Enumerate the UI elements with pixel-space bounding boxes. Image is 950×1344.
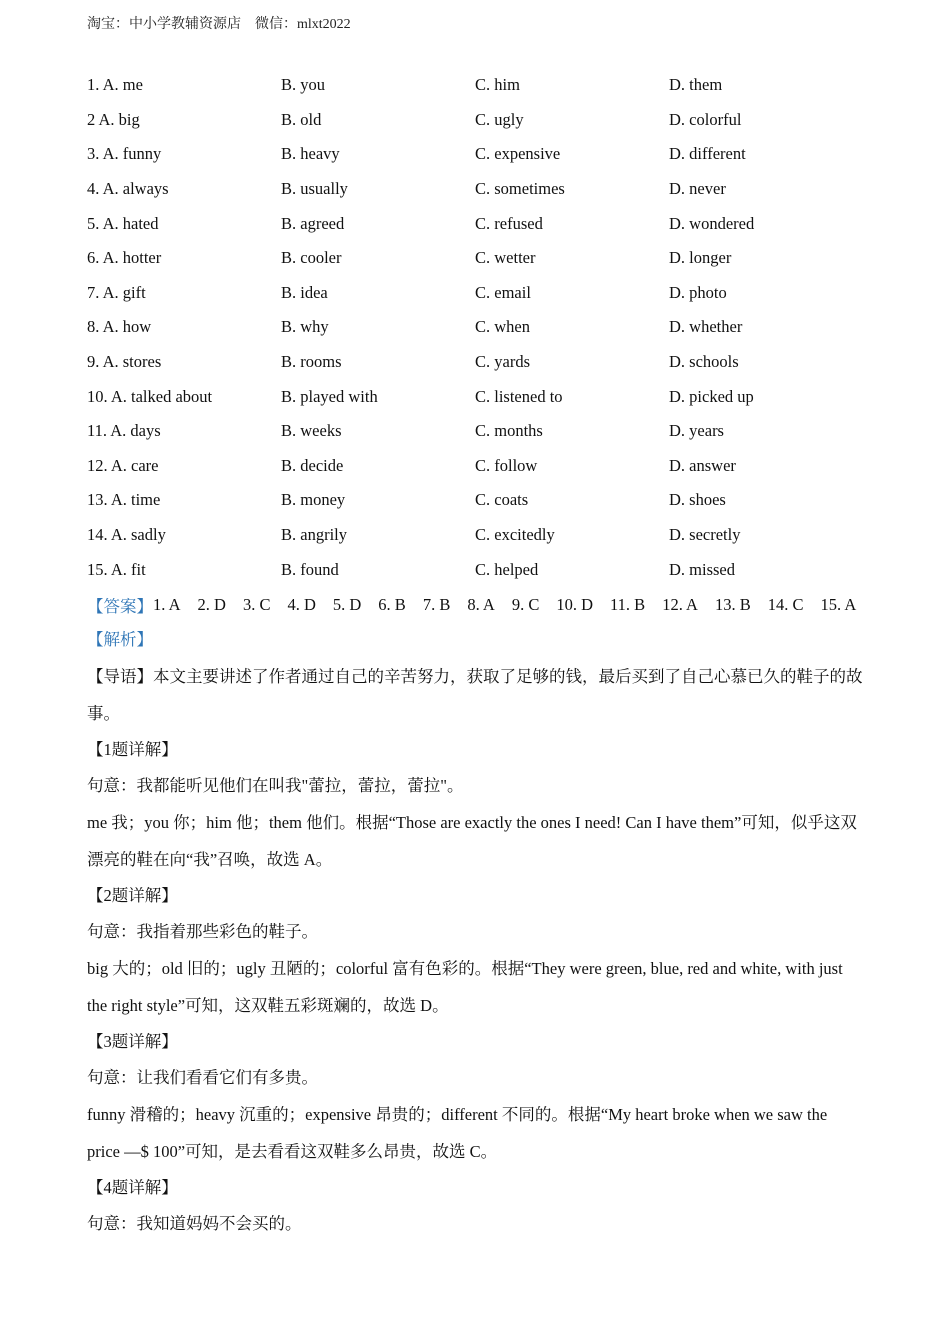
option-cell: C. follow bbox=[475, 455, 538, 475]
option-row bbox=[87, 68, 887, 103]
answer-tag: 【答案】 bbox=[87, 597, 153, 616]
option-cell: D. different bbox=[669, 144, 746, 164]
answer-item: 7. B bbox=[422, 595, 451, 614]
option-cell: C. email bbox=[475, 282, 531, 302]
option-cell: D. missed bbox=[669, 559, 735, 579]
q4-title: 【4题详解】 bbox=[87, 1178, 178, 1197]
answer-item: 10. D bbox=[556, 595, 594, 614]
option-cell: C. coats bbox=[475, 490, 529, 510]
option-cell: 4. A. always bbox=[87, 179, 169, 199]
analysis-tag: 【解析】 bbox=[87, 630, 153, 649]
option-cell: B. weeks bbox=[281, 421, 342, 441]
option-row bbox=[87, 103, 887, 138]
answer-item: 6. B bbox=[378, 595, 406, 614]
option-cell: B. heavy bbox=[281, 144, 340, 164]
option-cell: 10. A. talked about bbox=[87, 386, 213, 406]
option-cell: B. old bbox=[281, 109, 322, 129]
option-cell: B. why bbox=[281, 317, 329, 337]
answer-item: 15. A bbox=[820, 595, 857, 614]
option-row bbox=[87, 310, 887, 345]
page-header: 淘宝：中小学教辅资源店 微信：mlxt2022 bbox=[87, 17, 351, 32]
option-cell: D. secretly bbox=[669, 525, 741, 545]
option-cell: 7. A. gift bbox=[87, 282, 146, 302]
option-cell: 13. A. time bbox=[87, 490, 161, 510]
answer-item: 12. A bbox=[662, 595, 698, 614]
q3-explain: funny 滑稽的；heavy 沉重的；expensive 昂贵的；different 不同的。根据“My heart broke when we saw the price —$ 100”可知，是去看看这双鞋多么昂贵，故选 C。 bbox=[87, 1105, 828, 1161]
q1-meaning: 句意：我都能听见他们在叫我"蕾拉，蕾拉，蕾拉"。 bbox=[87, 776, 464, 795]
option-cell: 2 A. big bbox=[87, 109, 140, 129]
option-cell: B. usually bbox=[281, 179, 348, 199]
option-cell: 11. A. days bbox=[87, 421, 161, 441]
option-row bbox=[87, 379, 887, 414]
option-cell: C. him bbox=[475, 75, 520, 95]
option-cell: D. shoes bbox=[669, 490, 726, 510]
option-cell: C. sometimes bbox=[475, 179, 565, 199]
option-row bbox=[87, 552, 887, 587]
option-cell: B. you bbox=[281, 75, 326, 95]
q1-title: 【1题详解】 bbox=[87, 740, 178, 759]
q3-title: 【3题详解】 bbox=[87, 1032, 178, 1051]
option-cell: C. when bbox=[475, 317, 530, 337]
option-cell: D. schools bbox=[669, 352, 739, 372]
option-cell: 1. A. me bbox=[87, 75, 143, 95]
option-row bbox=[87, 449, 887, 484]
option-cell: B. money bbox=[281, 490, 346, 510]
option-cell: 3. A. funny bbox=[87, 144, 162, 164]
option-cell: D. colorful bbox=[669, 109, 742, 129]
option-cell: D. never bbox=[669, 179, 726, 199]
q3-meaning: 句意：让我们看看它们有多贵。 bbox=[87, 1068, 318, 1087]
option-row bbox=[87, 137, 887, 172]
option-cell: C. refused bbox=[475, 213, 543, 233]
option-cell: C. helped bbox=[475, 559, 539, 579]
option-row bbox=[87, 206, 887, 241]
answer-item: 5. D bbox=[332, 595, 362, 614]
option-cell: D. them bbox=[669, 75, 723, 95]
q2-title: 【2题详解】 bbox=[87, 886, 178, 905]
option-cell: 14. A. sadly bbox=[87, 525, 166, 545]
option-cell: 9. A. stores bbox=[87, 352, 162, 372]
solution-section bbox=[87, 588, 863, 1242]
option-cell: C. yards bbox=[475, 352, 530, 372]
option-cell: D. whether bbox=[669, 317, 743, 337]
option-row bbox=[87, 345, 887, 380]
option-cell: B. idea bbox=[281, 282, 328, 302]
answer-list bbox=[153, 595, 873, 615]
answer-item: 14. C bbox=[767, 595, 804, 614]
option-cell: B. decide bbox=[281, 455, 344, 475]
option-cell: D. years bbox=[669, 421, 724, 441]
option-cell: C. listened to bbox=[475, 386, 563, 406]
option-cell: 12. A. care bbox=[87, 455, 159, 475]
option-cell: D. picked up bbox=[669, 386, 754, 406]
q4-meaning: 句意：我知道妈妈不会买的。 bbox=[87, 1214, 302, 1233]
option-cell: D. wondered bbox=[669, 213, 755, 233]
option-cell: C. excitedly bbox=[475, 525, 555, 545]
option-table bbox=[87, 68, 887, 587]
option-row bbox=[87, 172, 887, 207]
option-cell: 6. A. hotter bbox=[87, 248, 162, 268]
option-cell: C. ugly bbox=[475, 109, 524, 129]
option-cell: B. agreed bbox=[281, 213, 345, 233]
option-cell: C. wetter bbox=[475, 248, 536, 268]
option-cell: C. months bbox=[475, 421, 543, 441]
q2-explain: big 大的；old 旧的；ugly 丑陋的；colorful 富有色彩的。根据“They were green, blue, red and white, with just the right style”可知，这双鞋五彩斑斓的，故选 D。 bbox=[87, 959, 843, 1015]
option-row bbox=[87, 241, 887, 276]
option-cell: B. angrily bbox=[281, 525, 347, 545]
option-cell: D. longer bbox=[669, 248, 732, 268]
answer-item: 9. C bbox=[511, 595, 540, 614]
option-row bbox=[87, 483, 887, 518]
option-cell: D. photo bbox=[669, 282, 727, 302]
answer-item: 13. B bbox=[714, 595, 751, 614]
answer-item: 8. A bbox=[467, 595, 495, 614]
option-cell: D. answer bbox=[669, 455, 736, 475]
answer-line bbox=[87, 588, 863, 622]
option-cell: B. rooms bbox=[281, 352, 342, 372]
answer-item: 1. A bbox=[153, 595, 181, 614]
intro-paragraph: 【导语】本文主要讲述了作者通过自己的辛苦努力，获取了足够的钱，最后买到了自己心慕已久的鞋子的故事。 bbox=[87, 667, 863, 723]
option-cell: B. played with bbox=[281, 386, 378, 406]
option-row bbox=[87, 518, 887, 553]
q1-explain: me 我；you 你；him 他；them 他们。根据“Those are exactly the ones I need! Can I have them”可知，似乎这双漂亮的鞋在向“我”召唤，故选 A。 bbox=[87, 813, 857, 869]
option-cell: 15. A. fit bbox=[87, 559, 146, 579]
option-cell: B. found bbox=[281, 559, 339, 579]
option-row bbox=[87, 414, 887, 449]
option-cell: 8. A. how bbox=[87, 317, 152, 337]
q2-meaning: 句意：我指着那些彩色的鞋子。 bbox=[87, 922, 318, 941]
answer-item: 3. C bbox=[242, 595, 271, 614]
answer-item: 11. B bbox=[610, 595, 646, 614]
option-cell: 5. A. hated bbox=[87, 213, 159, 233]
option-cell: C. expensive bbox=[475, 144, 561, 164]
answer-item: 2. D bbox=[197, 595, 226, 614]
answer-item: 4. D bbox=[287, 595, 316, 614]
option-cell: B. cooler bbox=[281, 248, 342, 268]
option-row bbox=[87, 276, 887, 311]
